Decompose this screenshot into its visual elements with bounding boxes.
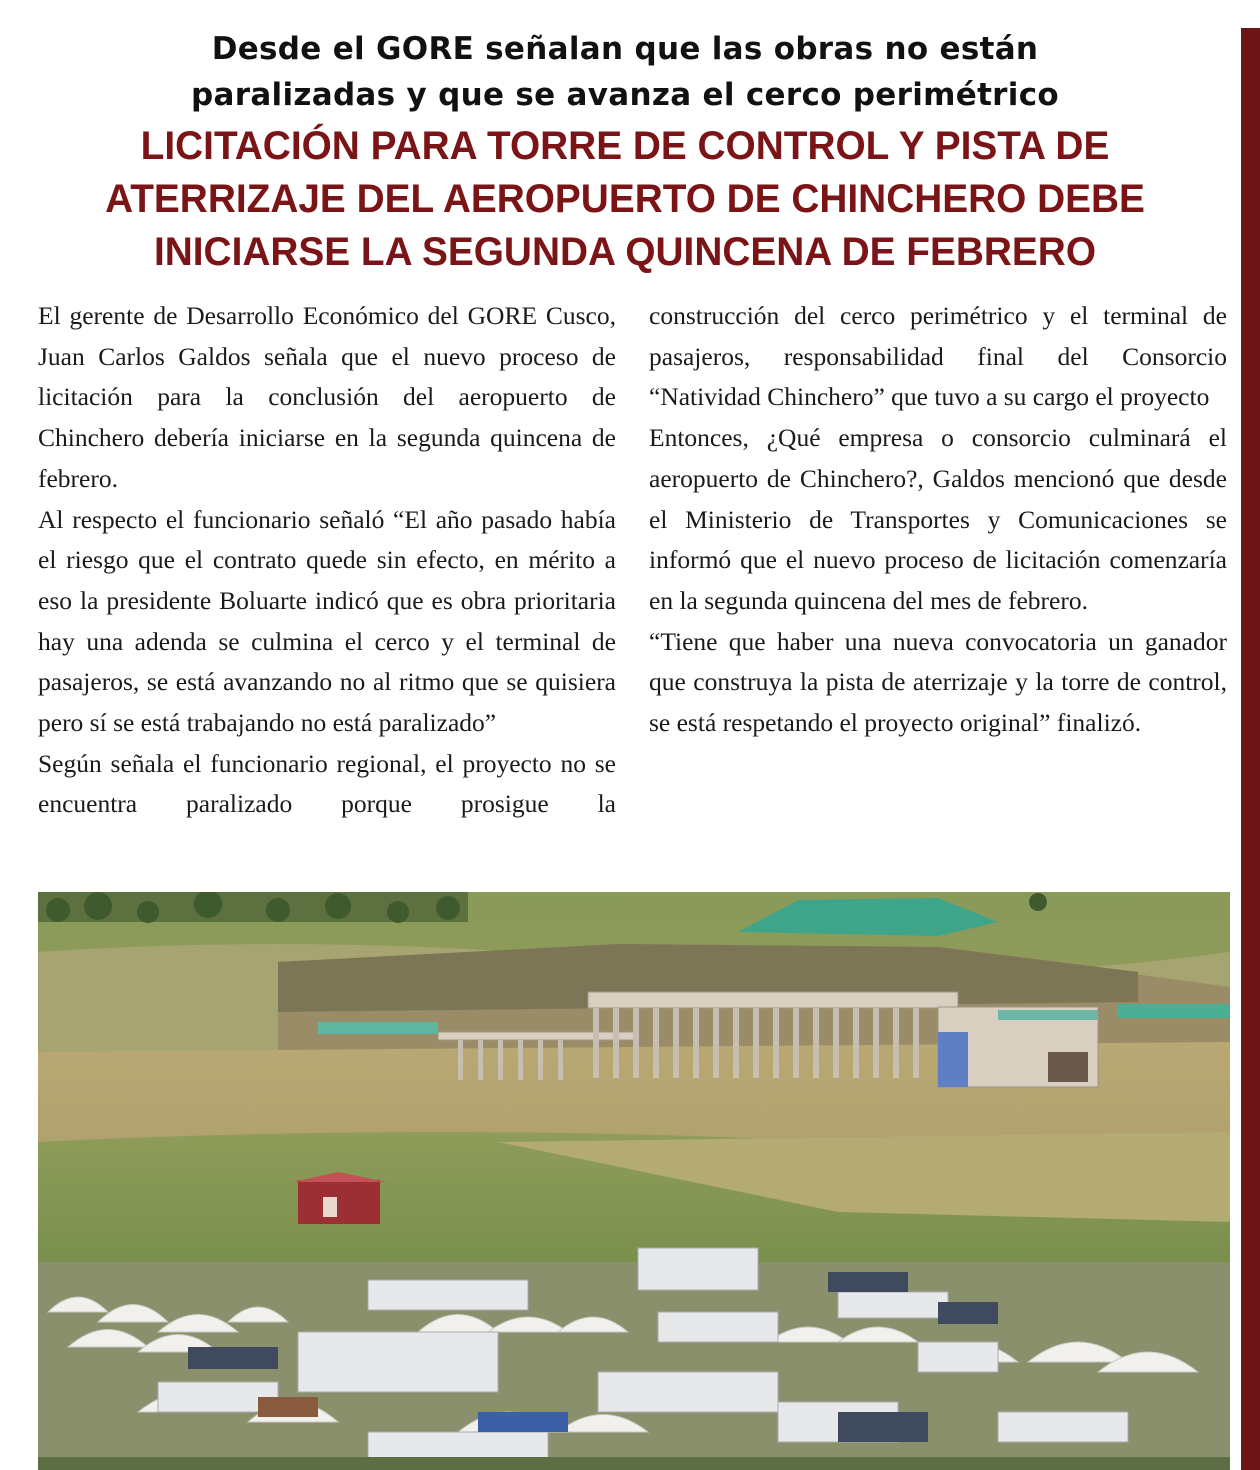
article-headline	[38, 120, 1212, 279]
page-edge-bar	[1241, 28, 1260, 1470]
body-paragraph: Al respecto el funcionario señaló “El año pasado había el riesgo que el contrato quede sin efecto, en mérito a eso la presidente Boluarte indicó que es obra prioritaria hay una adenda se culmina el cerco y el terminal de pasajeros, se está avanzando no al ritmo que se quisiera pero sí se está trabajando no está paralizado”	[38, 504, 616, 738]
article-kicker	[20, 26, 1230, 118]
right-column	[649, 296, 1227, 744]
kicker-line: paralizadas y que se avanza el cerco perimétrico	[191, 77, 1059, 113]
headline-line: INICIARSE LA SEGUNDA QUINCENA DE FEBRERO	[153, 230, 1097, 274]
headline-line: LICITACIÓN PARA TORRE DE CONTROL Y PISTA DE	[140, 124, 1110, 168]
body-paragraph: Según señala el funcionario regional, el proyecto no se encuentra paralizado porque prosigue la	[38, 748, 616, 819]
construction-site-illustration	[38, 892, 1230, 1470]
headline-line: ATERRIZAJE DEL AEROPUERTO DE CHINCHERO DEBE	[105, 177, 1145, 221]
left-column	[38, 296, 616, 825]
kicker-line: Desde el GORE señalan que las obras no están	[211, 31, 1039, 67]
body-paragraph: El gerente de Desarrollo Económico del GORE Cusco, Juan Carlos Galdos señala que el nuevo proceso de licitación para la conclusión del aeropuerto de Chinchero debería iniciarse en la segunda quincena de febrero.	[38, 301, 616, 493]
body-paragraph: construcción del cerco perimétrico y el terminal de pasajeros, responsabilidad final del Consorcio “Natividad Chinchero” que tuvo a su cargo el proyecto	[649, 301, 1227, 412]
article-body	[38, 296, 1228, 866]
body-paragraph: “Tiene que haber una nueva convocatoria un ganador que construya la pista de aterrizaje y la torre de control, se está respetando el proyecto original” finalizó.	[649, 626, 1227, 738]
airport-construction-photo	[38, 892, 1230, 1470]
body-paragraph: Entonces, ¿Qué empresa o consorcio culminará el aeropuerto de Chinchero?, Galdos mencionó que desde el Ministerio de Transportes y Comunicaciones se informó que el nuevo proceso de licitación comenzaría en la segunda quincena del mes de febrero.	[649, 423, 1227, 615]
